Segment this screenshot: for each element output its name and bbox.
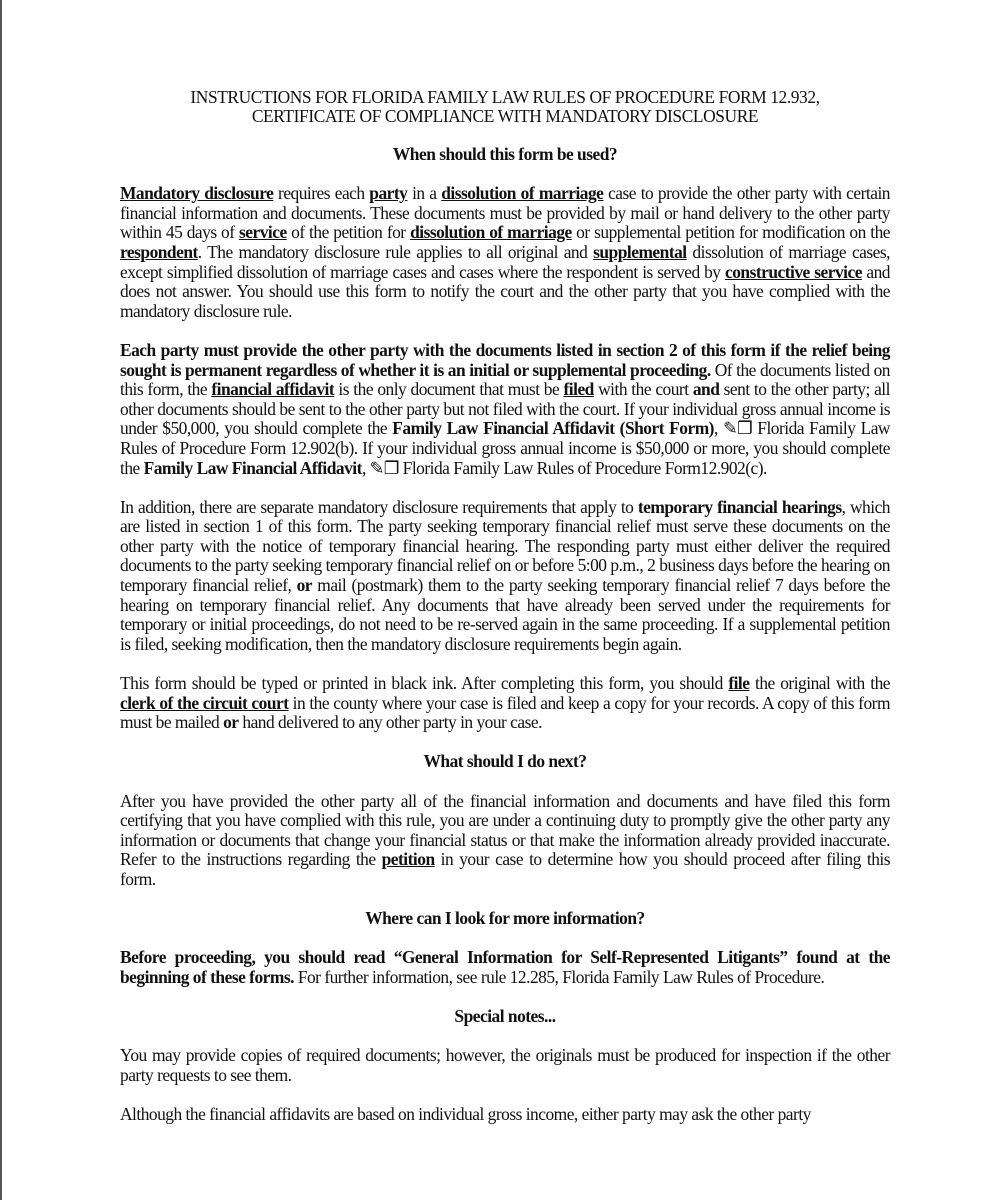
text-run: or supplemental petition for modification on the [571,222,890,243]
link-constructive-service[interactable]: constructive service [724,261,862,282]
bold-or-2: or [223,712,239,733]
text-run: of the petition for [286,222,411,243]
text-run: the original with the [749,673,890,694]
bold-or: or [296,575,313,596]
link-supplemental[interactable]: supplemental [593,241,687,262]
bold-short-form-affidavit: Family Law Financial Affidavit (Short Form) [392,418,714,439]
text-run: , ✎❐ Florida Family Law Rules of Procedure Form12.902(c). [361,457,767,478]
link-filed[interactable]: filed [563,379,594,400]
link-mandatory-disclosure[interactable]: Mandatory disclosure [120,183,274,204]
link-service[interactable]: service [239,222,287,243]
text-run: with the court [593,379,693,400]
heading-more-information: Where can I look for more information? [365,908,645,929]
paragraph-temporary-hearings [120,498,890,655]
heading-when-used: When should this form be used? [392,144,618,164]
link-financial-affidavit[interactable]: financial affidavit [211,379,335,400]
text-run: , which are listed in section 1 of this form. The party seeking temporary financial relief must serve these documents on the other party with the notice of temporary financial hearing. The responding party must either deliver the required documents to the party seeking temporary financial relief on or before 5:00 p.m., 2 business days before the hearing on temporary financial relief, [120,496,890,596]
text-run: This form should be typed or printed in black ink. After completing this form, you should [120,673,729,694]
link-clerk-of-circuit-court[interactable]: clerk of the circuit court [120,692,289,713]
text-run: sent to the other party; all other documents should be sent to the other party but not filed with the court. If your individual gross annual income is under $50,000, you should complete the [120,379,890,439]
text-run: Of the documents listed on this form, the [120,359,890,400]
link-party[interactable]: party [369,183,408,204]
document-title [120,88,890,126]
link-petition[interactable]: petition [381,849,435,870]
text-run: . The mandatory disclosure rule applies to all original and [197,241,594,262]
bold-requirement: Each party must provide the other party with the documents listed in section 2 of this form if the relief being sought is permanent regardless of whether it is an initial or supplemental proceeding. [120,339,890,380]
link-dissolution-of-marriage-2[interactable]: dissolution of marriage [410,222,572,243]
paragraph-copies: You may provide copies of required documents; however, the originals must be produced for inspection if the other party requests to see them. [120,1045,890,1085]
text-run: in the county where your case is filed and keep a copy for your records. A copy of this form must be mailed [120,692,890,733]
text-run: and does not answer. You should use this form to notify the court and the other party that you have complied with the mandatory disclosure rule. [120,261,890,321]
link-file[interactable]: file [728,673,750,694]
text-run: dissolution of marriage cases, except simplified dissolution of marriage cases and cases where the respondent is served by [120,241,890,282]
paragraph-continuing-duty [120,792,890,890]
text-run: hand delivered to any other party in your case. [238,712,542,733]
bold-temporary-financial-hearings: temporary financial hearings [637,496,842,517]
page-left-border [0,0,2,1200]
link-respondent[interactable]: respondent [120,241,198,262]
text-run: is the only document that must be [334,379,564,400]
text-run: After you have provided the other party all of the financial information and documents and have filed this form certifying that you have complied with this rule, you are under a continuing duty to promptly give the other party any information or documents that change your financial status or that make the information already provided inaccurate. Refer to the instructions regarding the [120,790,890,870]
title-line-2: CERTIFICATE OF COMPLIANCE WITH MANDATORY DISCLOSURE [251,106,759,126]
text-run: mail (postmark) them to the party seeking temporary financial relief 7 days before the hearing on temporary financial relief. Any documents that have already been served under the requirements for temporary or initial proceedings, do not need to be re-served again in the same proceeding. If a supplemental petition is filed, seeking modification, then the mandatory disclosure requirements begin again. [120,575,890,654]
text-run: in a [407,183,442,204]
text-run: For further information, see rule 12.285, Florida Family Law Rules of Procedure. [293,966,825,987]
paragraph-mandatory-disclosure [120,184,890,321]
paragraph-typed-or-printed [120,674,890,733]
text-run: , ✎❐ Florida Family Law Rules of Procedure Form 12.902(b). If your individual gross annual income is $50,000 or more, you should complete the [120,418,890,478]
text-run: Although the financial affidavits are based on individual gross income, either party may ask the other party [120,1105,811,1125]
bold-and: and [692,379,720,400]
bold-general-information: Before proceeding, you should read “General Information for Self-Represented Litigants” found at the beginning of these forms. [120,947,890,987]
document-page [120,88,890,1125]
link-dissolution-of-marriage[interactable]: dissolution of marriage [441,183,604,204]
text-run: case to provide the other party with certain financial information and documents. These documents must be provided by mail or hand delivery to the other party within 45 days of [120,183,890,243]
bold-financial-affidavit: Family Law Financial Affidavit [143,457,362,478]
text-run: In addition, there are separate mandatory disclosure requirements that apply to [120,496,638,517]
paragraph-before-proceeding [120,948,890,987]
heading-special-notes: Special notes... [454,1006,556,1027]
text-run: requires each [273,183,370,204]
paragraph-documents-required [120,341,890,478]
text-run: in your case to determine how you should proceed after filing this form. [120,849,890,889]
heading-what-next: What should I do next? [423,751,587,772]
title-line-1: INSTRUCTIONS FOR FLORIDA FAMILY LAW RULES OF PROCEDURE FORM 12.932, [190,87,820,107]
paragraph-financial-affidavits-clipped [120,1105,890,1125]
